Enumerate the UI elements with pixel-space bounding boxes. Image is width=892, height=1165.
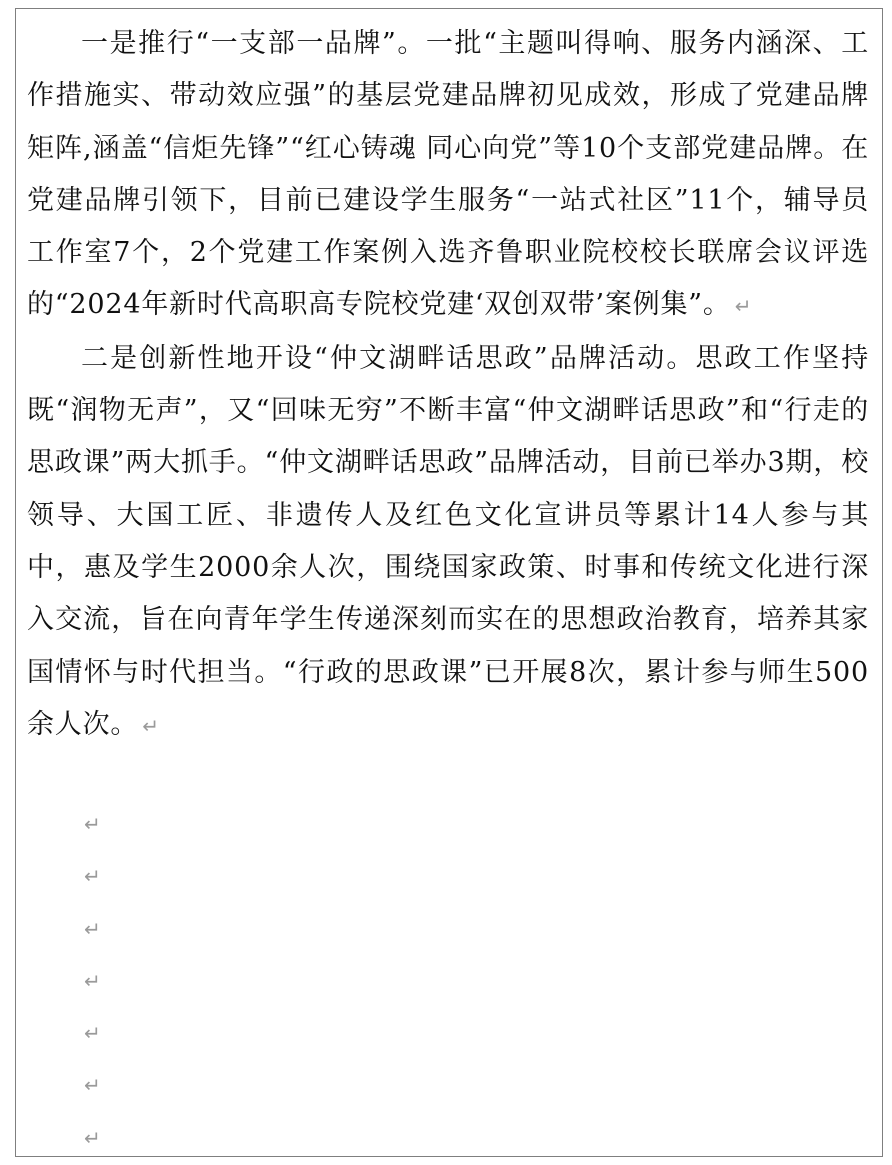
empty-paragraphs[interactable]	[84, 798, 144, 1164]
paragraph-1-text: 一是推行“一支部一品牌”。一批“主题叫得响、服务内涵深、工作措施实、带动效应强”的基层党建品牌初见成效，形成了党建品牌矩阵,涵盖“信炬先锋”“红心铸魂 同心向党”等10个支部党建品牌。在党建品牌引领下，目前已建设学生服务“一站式社区”11个，辅导员工作室7个，2个党建工作案例入选齐鲁职业院校校长联席会议评选的“2024年新时代高职高专院校党建‘双创双带’案例集”。	[27, 28, 869, 321]
empty-paragraph-mark-icon: ↵	[84, 1021, 101, 1046]
empty-paragraph-mark-icon: ↵	[84, 1125, 101, 1150]
empty-paragraph-mark-icon: ↵	[84, 916, 101, 941]
empty-paragraph-mark-icon: ↵	[84, 864, 101, 889]
paragraph-mark-icon: ↵	[734, 294, 752, 319]
paragraph-mark-icon: ↵	[142, 713, 159, 738]
empty-paragraph-mark-icon: ↵	[84, 1073, 101, 1098]
paragraph-2-text: 二是创新性地开设“仲文湖畔话思政”品牌活动。思政工作坚持既“润物无声”，又“回味无穷”不断丰富“仲文湖畔话思政”和“行走的思政课”两大抓手。“仲文湖畔话思政”品牌活动，目前已举办3期，校领导、大国工匠、非遗传人及红色文化宣讲员等累计14人参与其中，惠及学生2000余人次，围绕国家政策、时事和传统文化进行深入交流，旨在向青年学生传递深刻而实在的思想政治教育，培养其家国情怀与时代担当。“行政的思政课”已开展8次，累计参与师生500余人次。	[27, 342, 869, 740]
paragraph-2[interactable]	[27, 333, 869, 752]
document-body[interactable]	[27, 18, 869, 752]
paragraph-1[interactable]	[27, 18, 869, 333]
empty-paragraph-mark-icon: ↵	[84, 812, 101, 836]
empty-paragraph-mark-icon: ↵	[84, 968, 101, 993]
